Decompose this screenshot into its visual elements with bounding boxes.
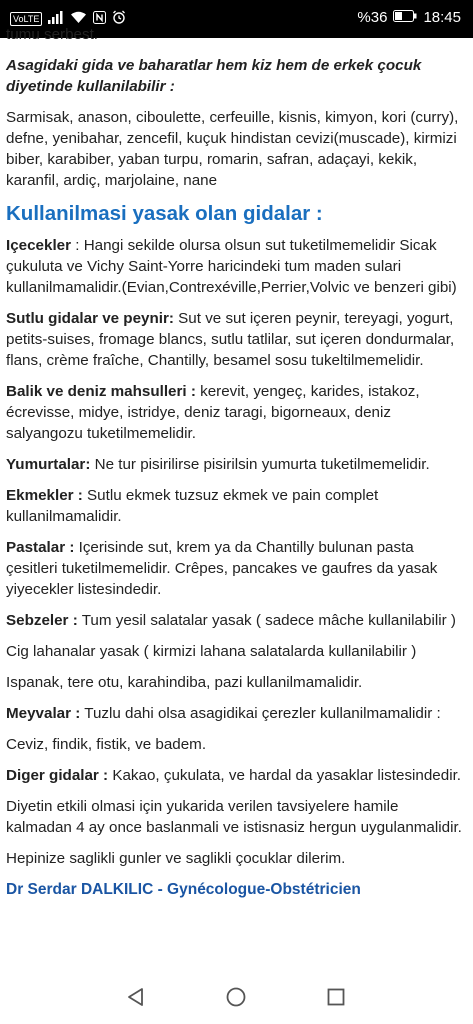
section-label: Pastalar : — [6, 539, 75, 556]
section-drinks — [6, 235, 468, 298]
section-dairy — [6, 308, 468, 371]
allowed-list: Sarmisak, anason, ciboulette, cerfeuille, kisnis, kimyon, kori (curry), defne, yenibahar, zencefil, kuçuk hindistan cevizi(muscade), kirmizi biber, karabiber, yaban turpu, romarin, safran, adaçayi, kekik, karanfil, ardiç, marjolaine, nane — [6, 109, 459, 189]
author-signature: Dr Serdar DALKILIC - Gynécologue-Obstétricien — [6, 881, 361, 898]
section-text: Sutlu ekmek tuzsuz ekmek ve pain complet kullanilmamalidir. — [6, 487, 379, 525]
section-label: Diger gidalar : — [6, 767, 109, 784]
section-text: kerevit, yengeç, karides, istakoz, écrevisse, midye, istridye, deniz taragi, bigorneaux, deniz salyangozu tuketilmemelidir. — [6, 383, 420, 442]
section-seafood — [6, 381, 468, 444]
section-label: Yumurtalar: — [6, 456, 91, 473]
recents-button[interactable] — [320, 982, 352, 1012]
section-label: Sebzeler : — [6, 612, 78, 629]
section-eggs — [6, 454, 468, 475]
battery-percent: %36 — [357, 9, 388, 26]
section-text: : Hangi sekilde olursa olsun sut tuketilmemelidir Sicak çukuluta ve Vichy Saint-Yorre haricindeki tum maden sulari kullanilmamalidir.(Evian,Contrexéville,Perrier,Volvic ve benzeri gibi) — [6, 237, 457, 296]
section-label: Meyvalar : — [6, 705, 81, 722]
back-icon — [125, 986, 147, 1008]
section-bread — [6, 485, 468, 527]
allowed-intro: Asagidaki gida ve baharatlar hem kiz hem de erkek çocuk diyetinde kullanilabilir : — [6, 57, 422, 95]
section-label: Içecekler — [6, 237, 72, 254]
volte-badge: VoLTE — [10, 12, 42, 26]
section-other — [6, 765, 468, 786]
back-button[interactable] — [120, 982, 152, 1012]
clock-time: 18:45 — [423, 9, 461, 26]
forbidden-heading: Kullanilmasi yasak olan gidalar : — [6, 202, 323, 225]
section-text: Kakao, çukulata, ve hardal da yasaklar listesindedir. — [108, 767, 462, 784]
navigation-bar — [0, 970, 473, 1024]
section-label: Sutlu gidalar ve peynir: — [6, 310, 174, 327]
recents-icon — [325, 986, 347, 1008]
section-text: Ceviz, findik, fistik, ve badem. — [6, 736, 207, 753]
section-closing — [6, 848, 468, 869]
section-label: Ekmekler : — [6, 487, 83, 504]
article-content[interactable] — [0, 26, 473, 970]
section-text: Diyetin etkili olmasi için yukarida verilen tavsiyelere hamile kalmadan 4 ay once baslanmali ve istisnasiz hergun uygulanmalidir. — [6, 798, 462, 836]
section-text: Tuzlu dahi olsa asagidikai çerezler kullanilmamalidir : — [80, 705, 441, 722]
article-body — [6, 24, 468, 900]
cutoff-text: tumu serbest. — [6, 26, 99, 43]
section-pastry — [6, 537, 468, 600]
home-button[interactable] — [220, 982, 252, 1012]
section-vegetables — [6, 610, 468, 631]
section-nuts — [6, 734, 468, 755]
section-advice — [6, 796, 468, 838]
section-label: Balik ve deniz mahsulleri : — [6, 383, 196, 400]
section-text: Cig lahanalar yasak ( kirmizi lahana salatalarda kullanilabilir ) — [6, 643, 417, 660]
section-text: Içerisinde sut, krem ya da Chantilly bulunan pasta çesitleri tuketilmemelidir. Crêpes, pancakes ve gaufres da yasak yiyecekler listesindedir. — [6, 539, 438, 598]
home-icon — [225, 986, 247, 1008]
section-fruits — [6, 703, 468, 724]
section-text: Hepinize saglikli gunler ve saglikli çocuklar dilerim. — [6, 850, 346, 867]
section-text: Ne tur pisirilirse pisirilsin yumurta tuketilmemelidir. — [90, 456, 430, 473]
section-text: Ispanak, tere otu, karahindiba, pazi kullanilmamalidir. — [6, 674, 363, 691]
section-text: Sut ve sut içeren peynir, tereyagi, yogurt, petits-suises, fromage blancs, sutlu tatlilar, sut içeren dondurmalar, flans, crème fraîche, Chantilly, besamel sosu tukeltilmemelidir. — [6, 310, 455, 369]
section-spinach — [6, 672, 468, 693]
section-cabbage — [6, 641, 468, 662]
section-text: Tum yesil salatalar yasak ( sadece mâche kullanilabilir ) — [77, 612, 456, 629]
